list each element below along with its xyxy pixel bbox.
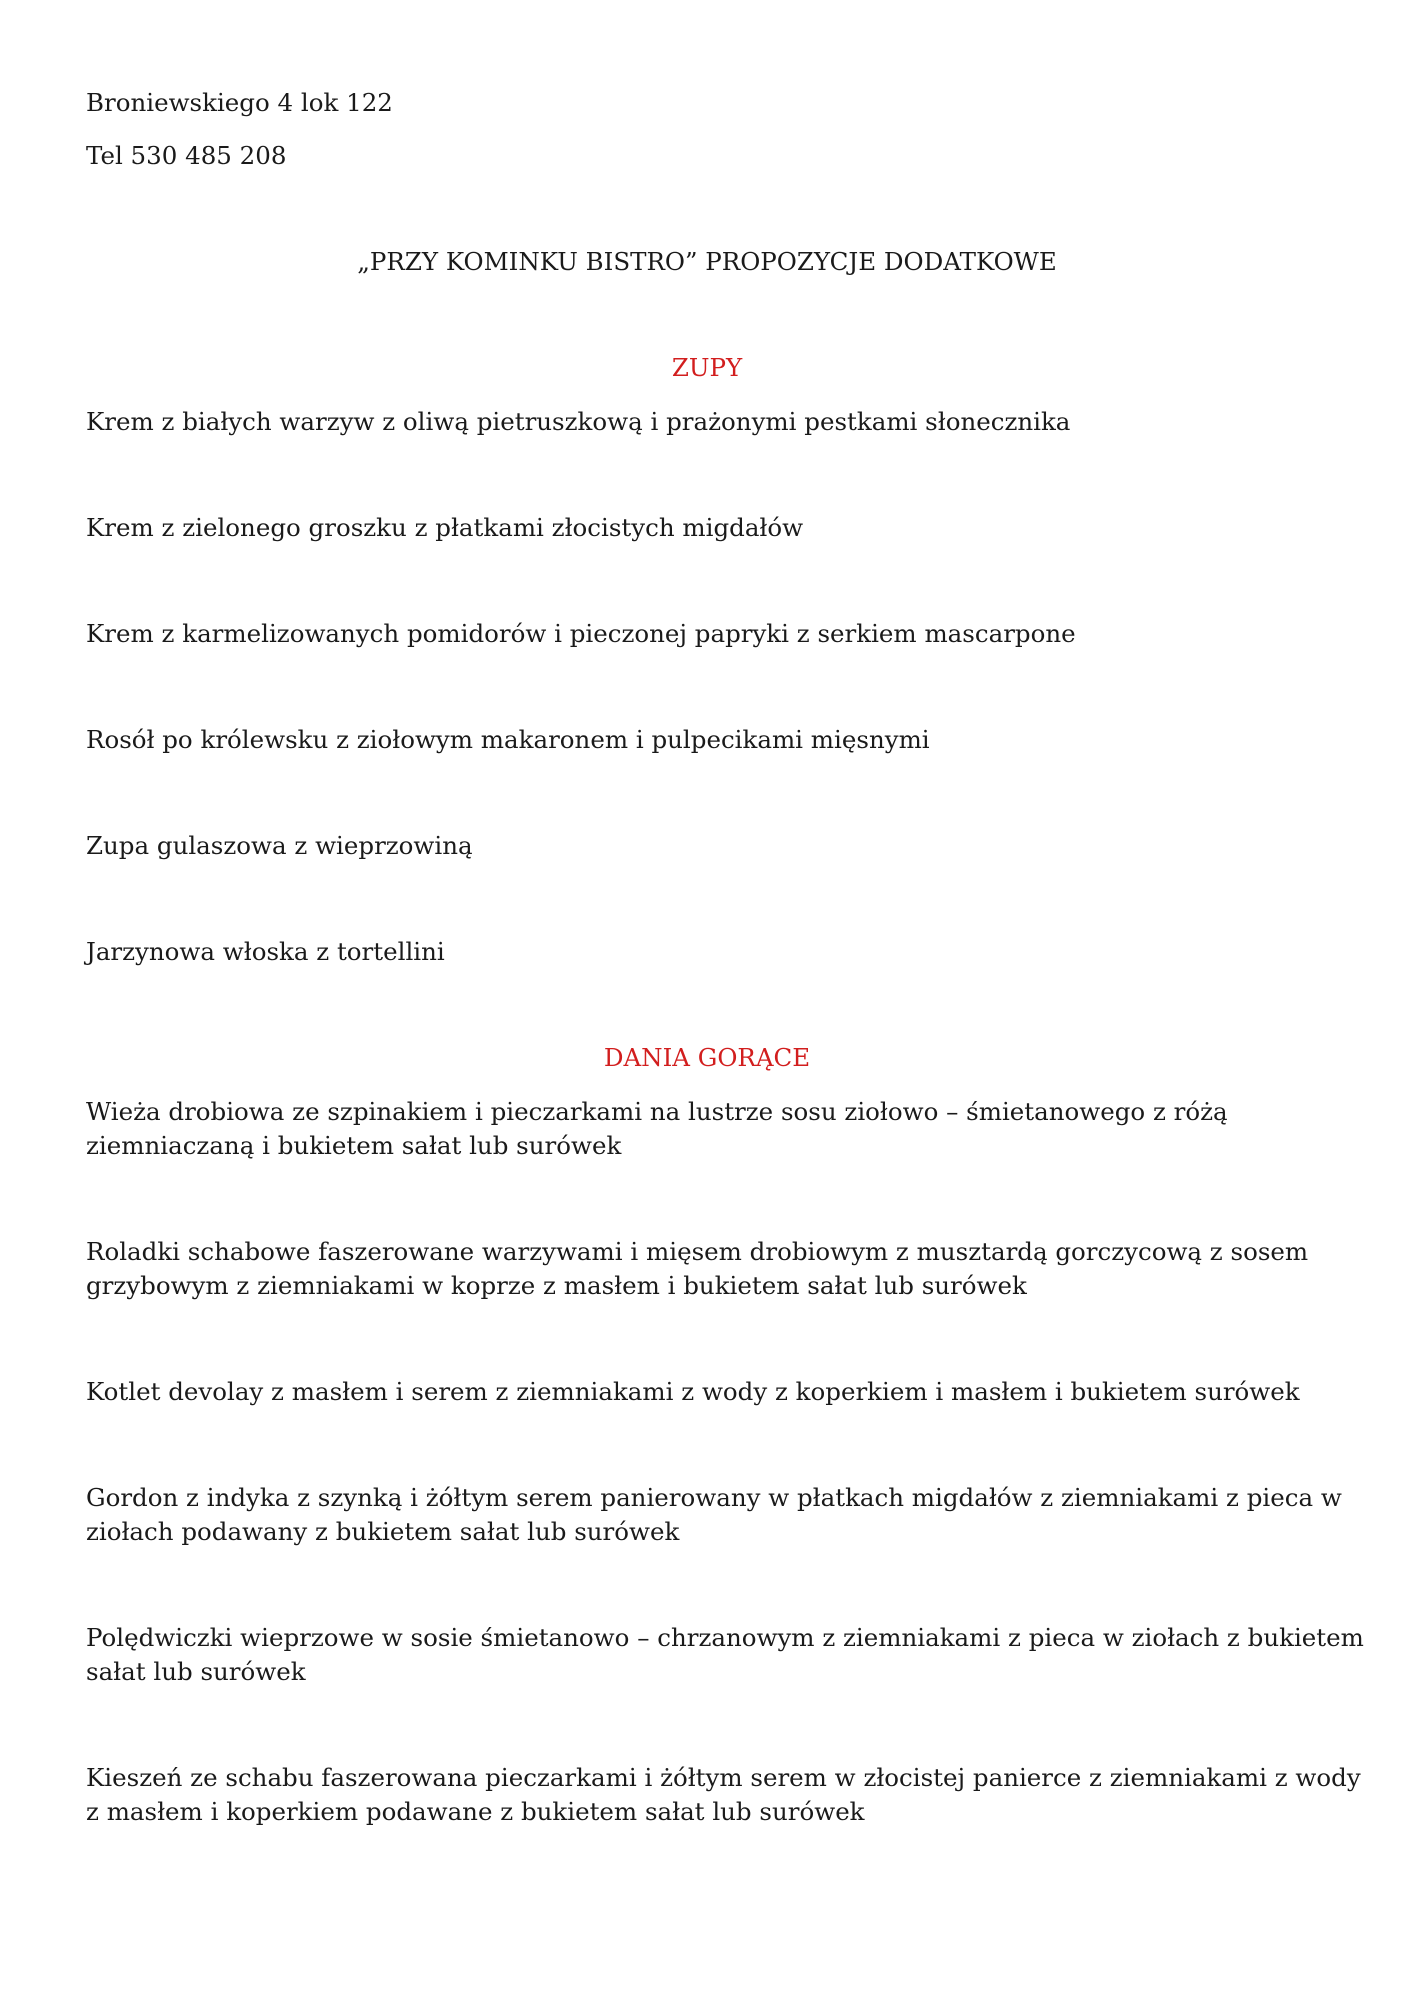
- address-line: Broniewskiego 4 lok 122: [86, 88, 393, 117]
- menu-item: [86, 405, 1346, 439]
- menu-item: [86, 1235, 1346, 1303]
- menu-item: [86, 723, 1346, 757]
- menu-item-line: Polędwiczki wieprzowe w sosie śmietanowo – chrzanowym z ziemniakami z pieca w ziołach z bukietem: [86, 1623, 1364, 1652]
- menu-item-line: Krem z zielonego groszku z płatkami złocistych migdałów: [86, 513, 804, 542]
- menu-item-line: ziołach podawany z bukietem sałat lub surówek: [86, 1517, 680, 1546]
- menu-item-line: Rosół po królewsku z ziołowym makaronem i pulpecikami mięsnymi: [86, 725, 930, 754]
- menu-item-line: grzybowym z ziemniakami w koprze z masłem i bukietem sałat lub surówek: [86, 1271, 1027, 1300]
- menu-item-line: Zupa gulaszowa z wieprzowiną: [86, 831, 473, 860]
- menu-item-line: Krem z białych warzyw z oliwą pietruszkową i prażonymi pestkami słonecznika: [86, 407, 1071, 436]
- menu-item-line: Wieża drobiowa ze szpinakiem i pieczarkami na lustrze sosu ziołowo – śmietanowego z różą: [86, 1097, 1228, 1126]
- section-heading-dania-gorace: DANIA GORĄCE: [603, 1043, 811, 1072]
- menu-item: [86, 1095, 1346, 1163]
- menu-item: [86, 1481, 1346, 1549]
- menu-item-line: ziemniaczaną i bukietem sałat lub surówek: [86, 1131, 622, 1160]
- page-title: „PRZY KOMINKU BISTRO” PROPOZYCJE DODATKOWE: [357, 247, 1057, 276]
- menu-item-line: Kieszeń ze schabu faszerowana pieczarkami i żółtym serem w złocistej panierce z ziemniakami z wody: [86, 1763, 1361, 1792]
- menu-item-line: z masłem i koperkiem podawane z bukietem sałat lub surówek: [86, 1797, 865, 1826]
- menu-item-line: Jarzynowa włoska z tortellini: [86, 937, 445, 966]
- menu-item-line: Krem z karmelizowanych pomidorów i pieczonej papryki z serkiem mascarpone: [86, 619, 1076, 648]
- menu-item: [86, 617, 1346, 651]
- menu-item-line: sałat lub surówek: [86, 1657, 306, 1686]
- menu-item-line: Kotlet devolay z masłem i serem z ziemniakami z wody z koperkiem i masłem i bukietem surówek: [86, 1377, 1300, 1406]
- menu-item-line: Roladki schabowe faszerowane warzywami i mięsem drobiowym z musztardą gorczycową z sosem: [86, 1237, 1309, 1266]
- menu-item-line: Gordon z indyka z szynką i żółtym serem panierowany w płatkach migdałów z ziemniakami z pieca w: [86, 1483, 1342, 1512]
- menu-item: [86, 1375, 1346, 1409]
- phone-line: Tel 530 485 208: [86, 141, 287, 170]
- menu-item: [86, 935, 1346, 969]
- section-heading-zupy: ZUPY: [671, 353, 743, 382]
- menu-item: [86, 1621, 1364, 1689]
- menu-item: [86, 511, 1346, 545]
- menu-item: [86, 829, 1346, 863]
- menu-item: [86, 1761, 1361, 1829]
